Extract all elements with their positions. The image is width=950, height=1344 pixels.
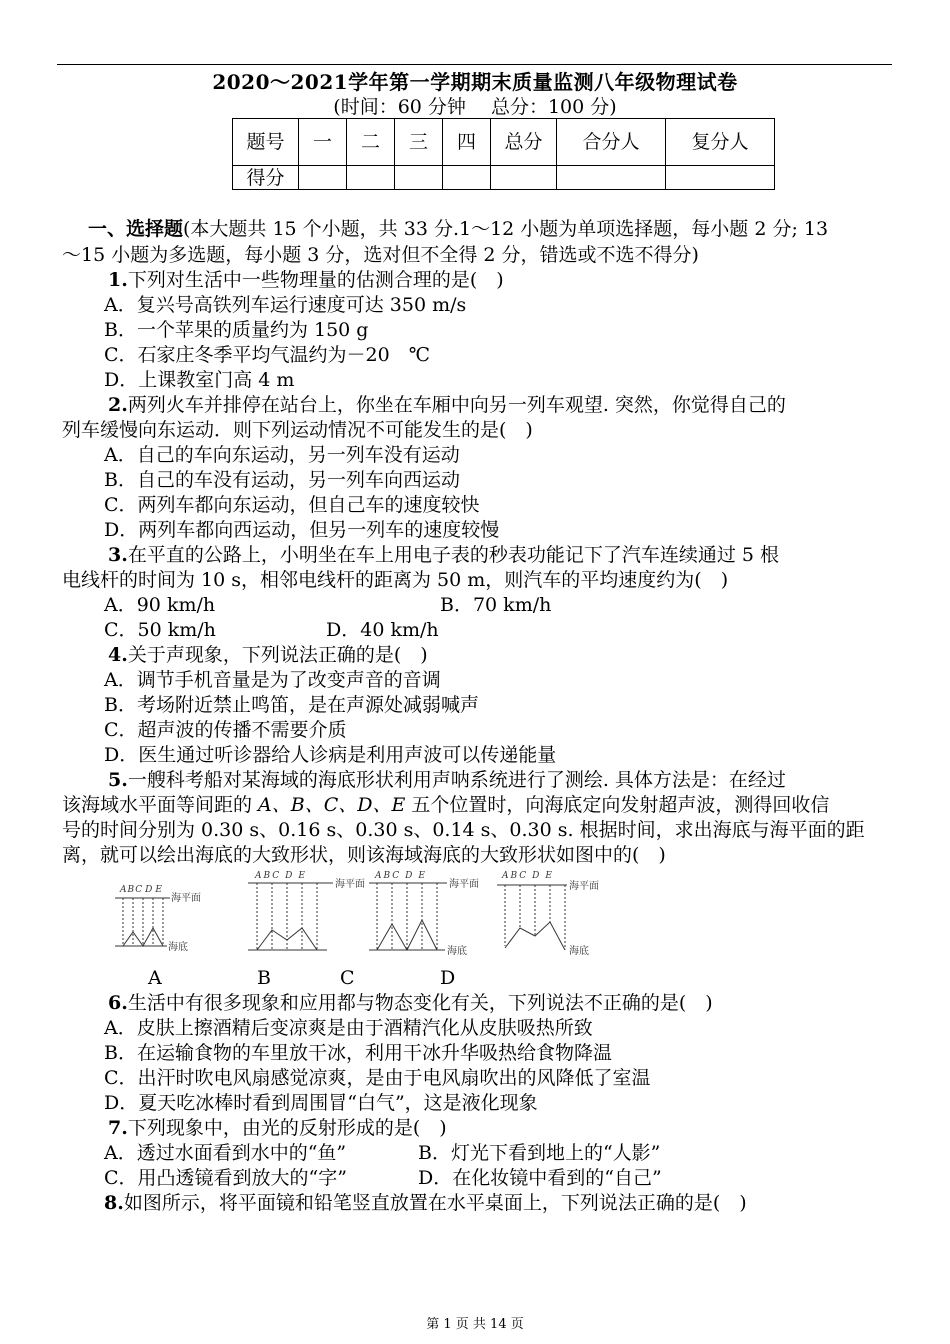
option: A．皮肤上擦酒精后变凉爽是由于酒精汽化从皮肤吸热所致 [104,1017,593,1039]
page-footer: 第 1 页 共 14 页 [426,1317,524,1332]
figure-choice-d: D [440,967,456,989]
score-cell[interactable] [443,166,491,190]
question-5-stem: 5.一艘科考船对某海域的海底形状利用声呐系统进行了测绘. 具体方法是：在经过 [108,769,786,791]
seafloor-figure-c [369,871,479,957]
question-3-stem: 3.在平直的公路上，小明坐在车上用电子表的秒表功能记下了汽车连续通过 5 根 [108,544,780,566]
svg-text:ABCDE: A B C D E [255,871,305,881]
question-5-stem-cont: 号的时间分别为 0.30 s、0.16 s、0.30 s、0.14 s、0.30 s. 根据时间，求出海底与海平面的距 [62,819,865,841]
question-4-stem: 4.关于声现象，下列说法正确的是( ) [108,644,428,666]
option: D．医生通过听诊器给人诊病是利用声波可以传递能量 [104,744,557,766]
option: C．石家庄冬季平均气温约为－20 ℃ [104,344,430,366]
score-header-cell: 二 [347,119,395,166]
score-cell[interactable] [395,166,443,190]
score-header-cell: 总分 [491,119,557,166]
question-7-stem: 7.下列现象中，由光的反射形成的是( ) [108,1117,447,1139]
option: C．出汗时吹电风扇感觉凉爽，是由于电风扇吹出的风降低了室温 [104,1067,651,1089]
score-header-cell: 一 [299,119,347,166]
question-5-stem-cont: 离，就可以绘出海底的大致形状，则该海域海底的大致形状如图中的( ) [62,844,666,866]
figure-choice-c: C [340,967,355,989]
question-8-stem: 8.如图所示，将平面镜和铅笔竖直放置在水平桌面上，下列说法正确的是( ) [104,1192,747,1214]
option: A．复兴号高铁列车运行速度可达 350 m/s [104,294,467,316]
exam-subtitle: (时间：60 分钟 总分：100 分) [333,96,617,118]
option: A．调节手机音量是为了改变声音的音调 [104,669,441,691]
score-header-cell: 四 [443,119,491,166]
option: D．夏天吃冰棒时看到周围冒“白气”，这是液化现象 [104,1092,538,1114]
question-1-stem: 1.下列对生活中一些物理量的估测合理的是( ) [108,269,504,291]
header-rule [57,64,892,65]
option: B．灯光下看到地上的“人影” [418,1142,661,1164]
section-desc: ～15 小题为多选题，每小题 3 分，选对但不全得 2 分，错选或不选不得分) [62,244,699,266]
option: A．90 km/h [104,594,216,616]
score-row-label: 得分 [233,166,299,190]
figure-choice-b: B [257,967,271,989]
question-3-stem-cont: 电线杆的时间为 10 s，相邻电线杆的距离为 50 m，则汽车的平均速度约为( ) [62,569,729,591]
option: B．考场附近禁止鸣笛，是在声源处减弱喊声 [104,694,479,716]
section-heading: 一、选择题(本大题共 15 个小题，共 33 分.1～12 小题为单项选择题，每小题 2 分; 13 [88,218,829,240]
score-cell[interactable] [666,166,775,190]
score-cell[interactable] [557,166,666,190]
sea-floor-label: 海底 [447,946,467,957]
question-2-stem: 2.两列火车并排停在站台上，你坐在车厢中向另一列车观望. 突然，你觉得自己的 [108,394,786,416]
option: D．上课教室门高 4 m [104,369,295,391]
score-header-cell: 题号 [233,119,299,166]
score-table [232,118,775,190]
option: A．自己的车向东运动，另一列车没有运动 [104,444,460,466]
sea-floor-label: 海底 [168,942,188,953]
score-header-cell: 三 [395,119,443,166]
svg-text:ABCDE: A B C D E [375,871,425,881]
option: D．40 km/h [326,619,439,641]
question-6-stem: 6.生活中有很多现象和应用都与物态变化有关，下列说法不正确的是( ) [108,992,713,1014]
question-2-stem-cont: 列车缓慢向东运动．则下列运动情况不可能发生的是( ) [62,419,533,441]
question-5-stem-cont: 该海域水平面等间距的 A、B、C、D、E 五个位置时，向海底定向发射超声波，测得回收信 [62,794,830,816]
seafloor-figure-d [497,871,599,957]
score-header-cell: 复分人 [666,119,775,166]
exam-title: 2020～2021学年第一学期期末质量监测八年级物理试卷 [212,70,738,94]
option: D．在化妆镜中看到的“自己” [418,1167,662,1189]
seafloor-figures [105,866,615,966]
option: D．两列车都向西运动，但另一列车的速度较慢 [104,519,500,541]
sea-surface-label: 海平面 [569,881,599,892]
figure-choice-a: A [148,967,162,989]
score-cell[interactable] [491,166,557,190]
option: B．70 km/h [440,594,552,616]
option: C．用凸透镜看到放大的“字” [104,1167,347,1189]
option: B．一个苹果的质量约为 150 g [104,319,369,341]
option: C．50 km/h [104,619,216,641]
option: A．透过水面看到水中的“鱼” [104,1142,347,1164]
score-cell[interactable] [347,166,395,190]
svg-text:ABCDE: A B C D E [502,871,552,881]
option: B．在运输食物的车里放干冰，利用干冰升华吸热给食物降温 [104,1042,612,1064]
sea-surface-label: 海平面 [449,879,479,890]
sea-surface-label: 海平面 [171,893,201,904]
point-labels: ABC D E [120,885,162,895]
option: C．超声波的传播不需要介质 [104,719,347,741]
score-header-cell: 合分人 [557,119,666,166]
seafloor-figure-b [248,871,365,950]
sea-surface-label: 海平面 [335,879,365,890]
seafloor-figure-a [115,885,201,953]
option: C．两列车都向东运动，但自己车的速度较快 [104,494,480,516]
option: B．自己的车没有运动，另一列车向西运动 [104,469,460,491]
score-cell[interactable] [299,166,347,190]
sea-floor-label: 海底 [569,946,589,957]
